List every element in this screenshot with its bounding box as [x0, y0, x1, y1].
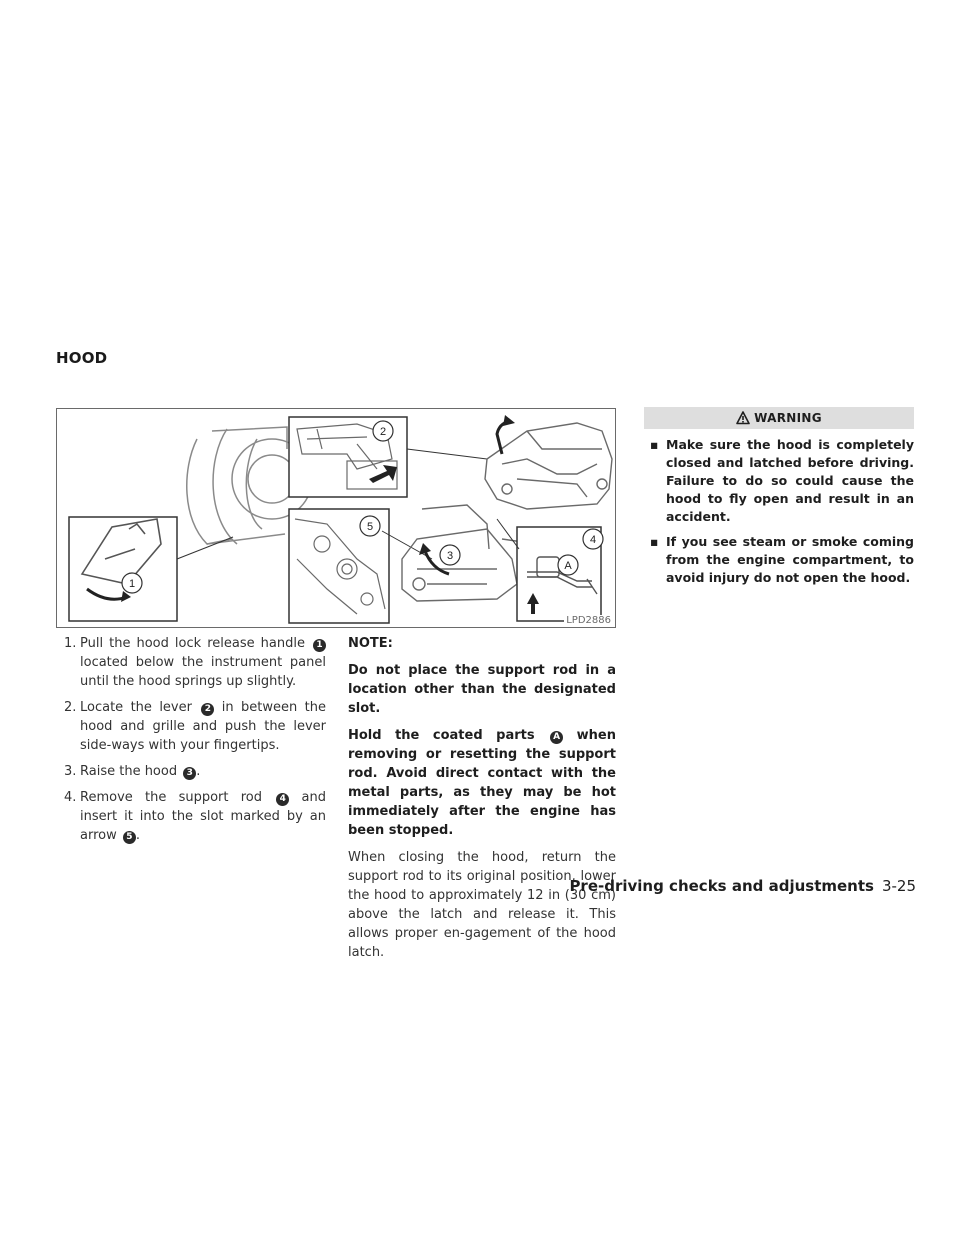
note-paragraph-3: When closing the hood, return the support rod to its original position, lower the hood to approximately 12 in (30 cm) above the latch and release it. This allows proper en-gagement of the hood latch. [348, 850, 616, 960]
section-title: HOOD [56, 349, 108, 367]
bullet-icon: ▪ [650, 437, 659, 452]
warning-header [644, 407, 914, 429]
warning-item [644, 533, 914, 587]
callout-A: A [564, 560, 572, 572]
step-text: Locate the lever [80, 700, 192, 715]
note-text: when removing or resetting the support rod. Avoid direct contact with the metal parts, as they may be hot immediately after the engine has been stopped. [348, 728, 617, 838]
step-text: Pull the hood lock release handle [80, 636, 305, 651]
step-3 [60, 762, 326, 781]
car-front-view [485, 423, 612, 509]
callout-1: 1 [128, 578, 136, 590]
note-paragraph-1: Do not place the support rod in a location other than the designated slot. [348, 663, 616, 716]
note-paragraph-2 [348, 726, 616, 840]
warning-title: WARNING [754, 411, 822, 425]
callout-2: 2 [379, 426, 387, 438]
ref-2-icon: 2 [201, 703, 214, 716]
callout-4: 4 [589, 534, 597, 546]
bullet-icon: ▪ [650, 534, 659, 549]
step-number: 1. [64, 636, 77, 651]
ref-4-icon: 4 [276, 793, 289, 806]
note-column [348, 634, 616, 970]
figure-code: LPD2886 [566, 615, 611, 626]
step-text: located below the instrument panel until the hood springs up slightly. [80, 655, 326, 689]
warning-text: Make sure the hood is completely closed and latched before driving. Failure to do so could cause the hood to fly open and result in an accident. [666, 437, 914, 524]
note-label: NOTE: [348, 636, 393, 651]
step-number: 4. [64, 790, 77, 805]
warning-text: If you see steam or smoke coming from the engine compartment, to avoid injury do not open the hood. [666, 534, 914, 585]
step-text: Remove the support rod [80, 790, 263, 805]
step-text: and insert it into the slot marked by an arrow [80, 790, 326, 843]
footer-section: Pre-driving checks and adjustments [569, 877, 874, 895]
ref-3-icon: 3 [183, 767, 196, 780]
step-text: Raise the hood [80, 764, 178, 779]
step-1 [60, 634, 326, 691]
callout-5: 5 [366, 521, 374, 533]
warning-box [644, 407, 914, 587]
hood-illustration [56, 408, 616, 628]
steps-column [60, 634, 326, 852]
step-number: 3. [64, 764, 77, 779]
step-text: in between the hood and grille and push the lever side-ways with your fingertips. [80, 700, 326, 753]
ref-1-icon: 1 [313, 639, 326, 652]
ref-A-icon: A [550, 731, 563, 744]
callout-3: 3 [446, 550, 454, 562]
step-text: . [135, 828, 141, 843]
warning-triangle-icon [736, 411, 750, 425]
hood-diagram [57, 409, 617, 629]
step-text: . [196, 764, 201, 779]
ref-5-icon: 5 [123, 831, 136, 844]
page-number: 3-25 [881, 877, 916, 895]
page-footer [569, 877, 916, 895]
note-text: Hold the coated parts [348, 728, 535, 743]
step-number: 2. [64, 700, 77, 715]
step-4 [60, 788, 326, 845]
warning-item [644, 436, 914, 526]
step-2 [60, 698, 326, 755]
